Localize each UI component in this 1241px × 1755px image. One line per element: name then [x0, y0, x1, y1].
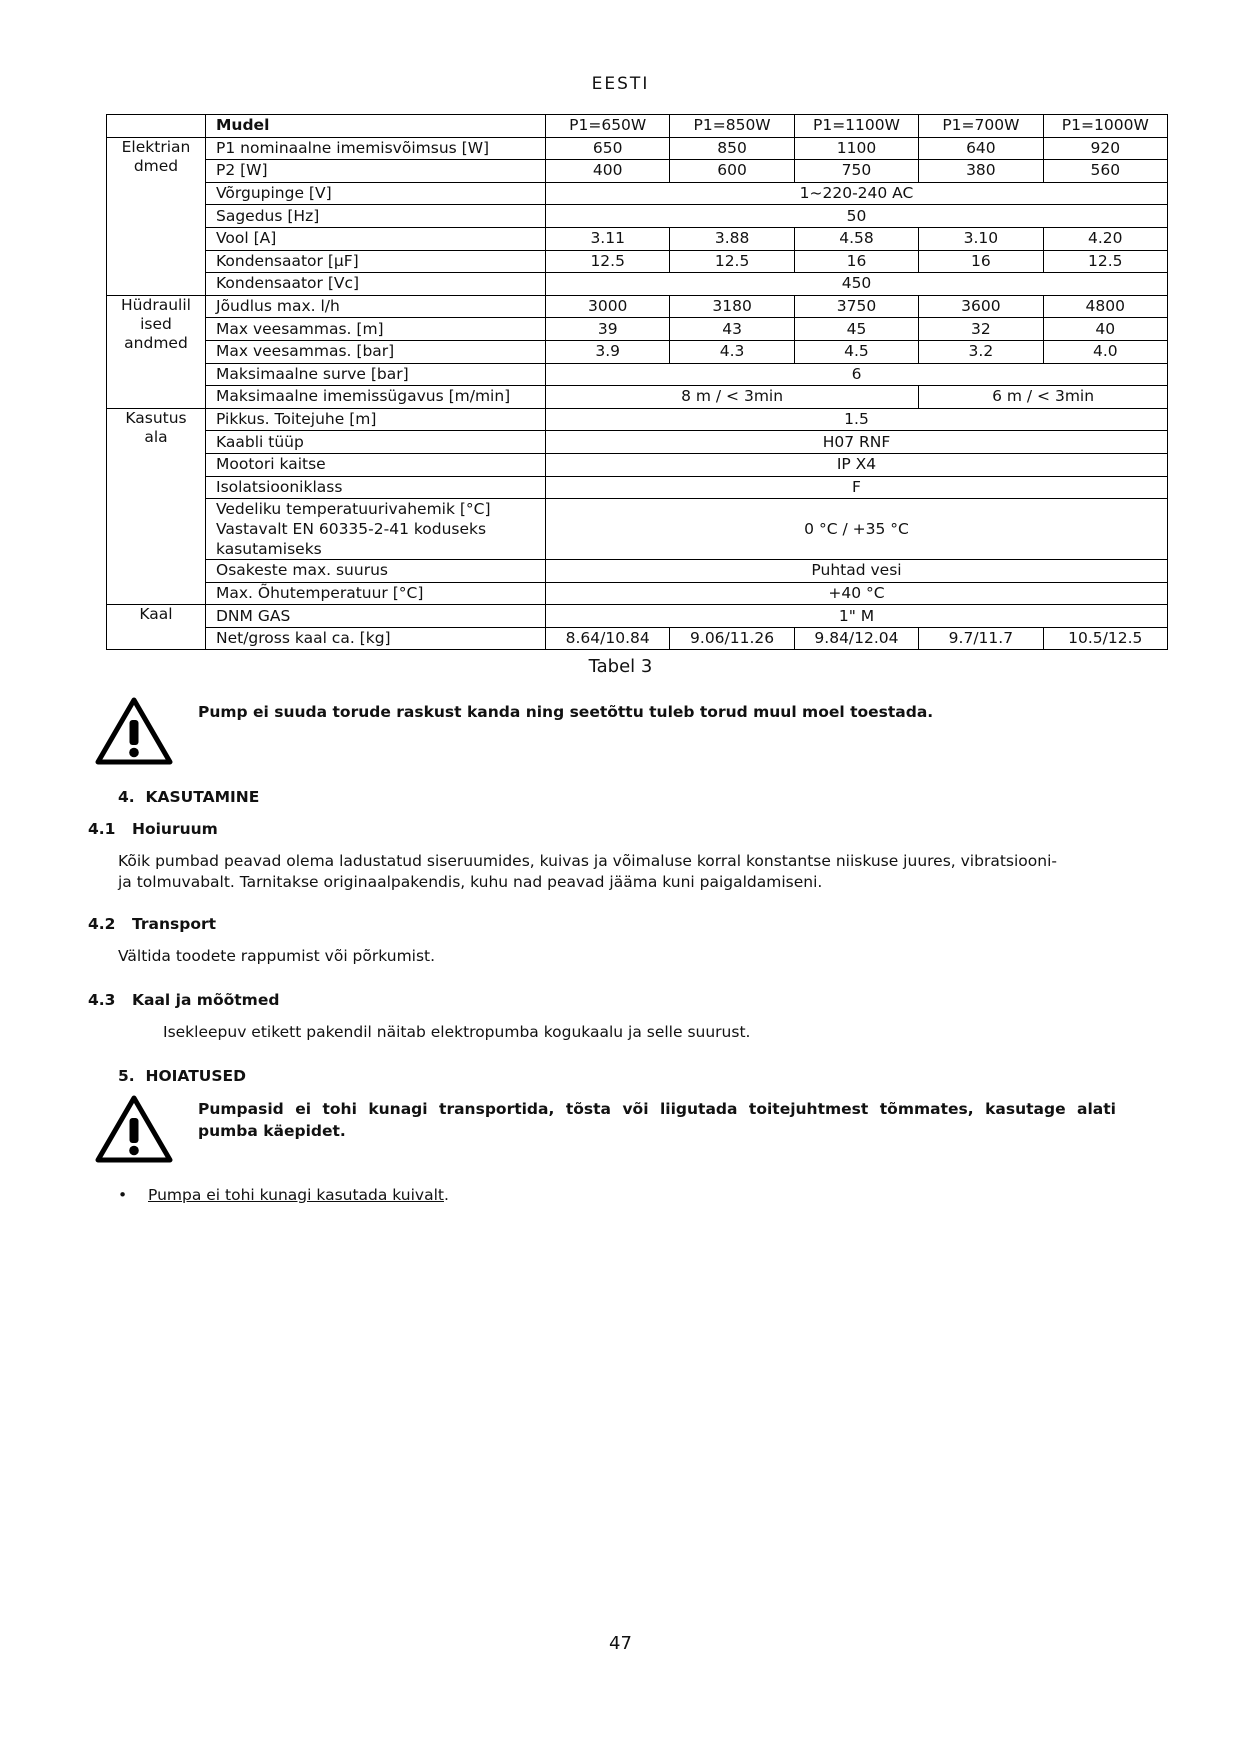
table-row: Maksimaalne surve [bar] 6 — [107, 363, 1168, 386]
table-row: P2 [W] 400 600 750 380 560 — [107, 160, 1168, 183]
paragraph: Vältida toodete rappumist või põrkumist. — [118, 947, 436, 965]
section-heading: 4. KASUTAMINE — [118, 788, 260, 806]
subsection-heading: 4.1 Hoiuruum — [88, 820, 218, 838]
table-row: Mootori kaitse IP X4 — [107, 453, 1168, 476]
section-heading: 5. HOIATUSED — [118, 1067, 246, 1085]
page-number: 47 — [609, 1633, 632, 1654]
page-header: EESTI — [591, 74, 650, 94]
paragraph: Isekleepuv etikett pakendil näitab elektropumba kogukaalu ja selle suurust. — [163, 1023, 751, 1041]
table-row: Maksimaalne imemissügavus [m/min] 8 m / < 3min 6 m / < 3min — [107, 386, 1168, 409]
table-caption: Tabel 3 — [588, 656, 653, 677]
warning-icon — [94, 696, 174, 766]
table-row: Max. Õhutemperatuur [°C] +40 °C — [107, 582, 1168, 605]
paragraph: Kõik pumbad peavad olema ladustatud siseruumides, kuivas ja võimaluse korral konstantse niiskuse juures, vibratsiooni- ja tolmuvabalt. Tarnitakse originaalpakendis, kuhu nad peavad jääma kuni paigaldamiseni. — [118, 852, 1057, 891]
table-row: Isolatsiooniklass F — [107, 476, 1168, 499]
table-row: Vool [A] 3.11 3.88 4.58 3.10 4.20 — [107, 227, 1168, 250]
table-row: Osakeste max. suurus Puhtad vesi — [107, 560, 1168, 583]
warning-text: Pumpasid ei tohi kunagi transportida, tõsta või liigutada toitejuhtmest tõmmates, kasutage alati pumba käepidet. — [198, 1100, 1116, 1140]
table-cell: P1=850W — [670, 115, 794, 138]
table-row: Vedeliku temperatuurivahemik [°C] Vastavalt EN 60335-2-41 koduseks kasutamiseks 0 °C / +35 °C — [107, 499, 1168, 560]
table-row: Sagedus [Hz] 50 — [107, 205, 1168, 228]
list-item: • Pumpa ei tohi kunagi kasutada kuivalt. — [118, 1186, 449, 1204]
table-row: Max veesammas. [bar] 3.9 4.3 4.5 3.2 4.0 — [107, 340, 1168, 363]
table-row: Hüdraulil ised andmed Jõudlus max. l/h 3000 3180 3750 3600 4800 — [107, 295, 1168, 318]
table-row: Kondensaator [µF] 12.5 12.5 16 16 12.5 — [107, 250, 1168, 273]
subsection-heading: 4.3 Kaal ja mõõtmed — [88, 991, 280, 1009]
table-cell: Mudel — [206, 115, 546, 138]
spec-table — [106, 114, 1168, 650]
table-row: Max veesammas. [m] 39 43 45 32 40 — [107, 318, 1168, 341]
bullet-icon: • — [118, 1186, 128, 1204]
table-row: Net/gross kaal ca. [kg] 8.64/10.84 9.06/11.26 9.84/12.04 9.7/11.7 10.5/12.5 — [107, 627, 1168, 650]
table-row: Kaabli tüüp H07 RNF — [107, 431, 1168, 454]
table-cell: P1=1000W — [1043, 115, 1167, 138]
table-cell: P1=650W — [546, 115, 670, 138]
group-label: Elektrian dmed — [107, 137, 206, 295]
group-label: Kasutus ala — [107, 408, 206, 605]
subsection-heading: 4.2 Transport — [88, 915, 217, 933]
table-row: Võrgupinge [V] 1~220-240 AC — [107, 182, 1168, 205]
table-row: Elektrian dmed P1 nominaalne imemisvõimsus [W] 650 850 1100 640 920 — [107, 137, 1168, 160]
warning-icon — [94, 1094, 174, 1164]
table-row — [107, 115, 1168, 138]
warning-text: Pump ei suuda torude raskust kanda ning seetõttu tuleb torud muul moel toestada. — [198, 703, 934, 721]
table-cell: P1=700W — [919, 115, 1043, 138]
bullet-link[interactable]: Pumpa ei tohi kunagi kasutada kuivalt — [148, 1186, 444, 1204]
group-label: Kaal — [107, 605, 206, 650]
table-cell: P1=1100W — [794, 115, 918, 138]
table-row: Kasutus ala Pikkus. Toitejuhe [m] 1.5 — [107, 408, 1168, 431]
group-label: Hüdraulil ised andmed — [107, 295, 206, 408]
table-row: Kaal DNM GAS 1" M — [107, 605, 1168, 628]
table-row: Kondensaator [Vc] 450 — [107, 273, 1168, 296]
